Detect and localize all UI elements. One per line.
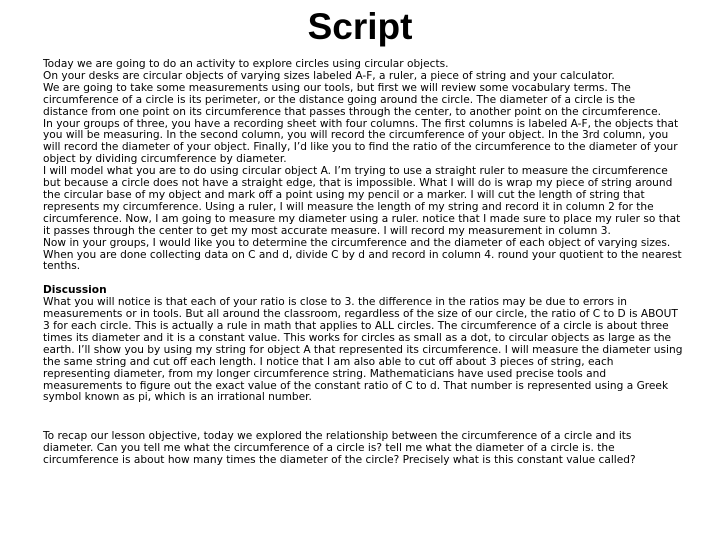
discussion-heading: Discussion (43, 284, 107, 297)
intro-paragraph: In your groups of three, you have a recording sheet with four columns. The first columns is labeled A-F, the objects that you will be measuring. In the second column, you will record the circumference of your object. In the 3rd column, you will record the diameter of your object. Finally, I’d like you to find the ratio of the circumference to the diameter of your object by dividing circumference by diameter. (43, 117, 679, 166)
intro-paragraph: On your desks are circular objects of varying sizes labeled A-F, a ruler, a piece of string and your calculator. (43, 69, 615, 82)
intro-paragraph: Now in your groups, I would like you to determine the circumference and the diameter of each object of varying sizes. When you are done collecting data on C and d, divide C by d and record in column 4. round your quotient to the nearest tenths. (43, 236, 682, 273)
slide-title: Script (307, 6, 413, 47)
discussion-paragraph: What you will notice is that each of your ratio is close to 3. the difference in the ratios may be due to errors in measurements or in tools. But all around the classroom, regardless of the size of our circle, the ratio of C to D is ABOUT 3 for each circle. This is actually a rule in math that applies to ALL circles. The circumference of a circle is about three times its diameter and it is a constant value. This works for circles as small as a dot, to circular objects as large as the earth. I’ll show you by using my string for object A that represented its circumference. I will measure the diameter using the same string and cut off each length. I notice that I am also able to cut off about 3 pieces of string, each representing diameter, from my longer circumference string. Mathematicians have used precise tools and measurements to figure out the exact value of the constant ratio of C to d. That number is represented using a Greek symbol known as pi, which is an irrational number. (43, 296, 683, 404)
intro-paragraph: Today we are going to do an activity to explore circles using circular objects. (43, 58, 449, 70)
intro-paragraph: We are going to take some measurements using our tools, but first we will review some vocabulary terms. The circumference of a circle is its perimeter, or the distance going around the circle. The diameter of a circle is the distance from one point on its circumference that passes through the center, to another point on the circumference. (43, 81, 662, 118)
recap-paragraph: To recap our lesson objective, today we explored the relationship between the circumference of a circle and its diameter. Can you tell me what the circumference of a circle is? tell me what the diameter of a circle is. the circumference is about how many times the diameter of the circle? Precisely what is this constant value called? (43, 430, 636, 467)
script-body (43, 59, 683, 467)
intro-paragraph: I will model what you are to do using circular object A. I’m trying to use a straight ruler to measure the circumference but because a circle does not have a straight edge, that is impossible. What I will do is wrap my piece of string around the circular base of my object and mark off a point using my pencil or a marker. I will cut the length of string that represents my circumference. Using a ruler, I will measure the length of my string and record it in column 2 for the circumference. Now, I am going to measure my diameter using a ruler. notice that I made sure to place my ruler so that it passes through the center to get my most accurate measure. I will record my measurement in column 3. (43, 165, 681, 237)
